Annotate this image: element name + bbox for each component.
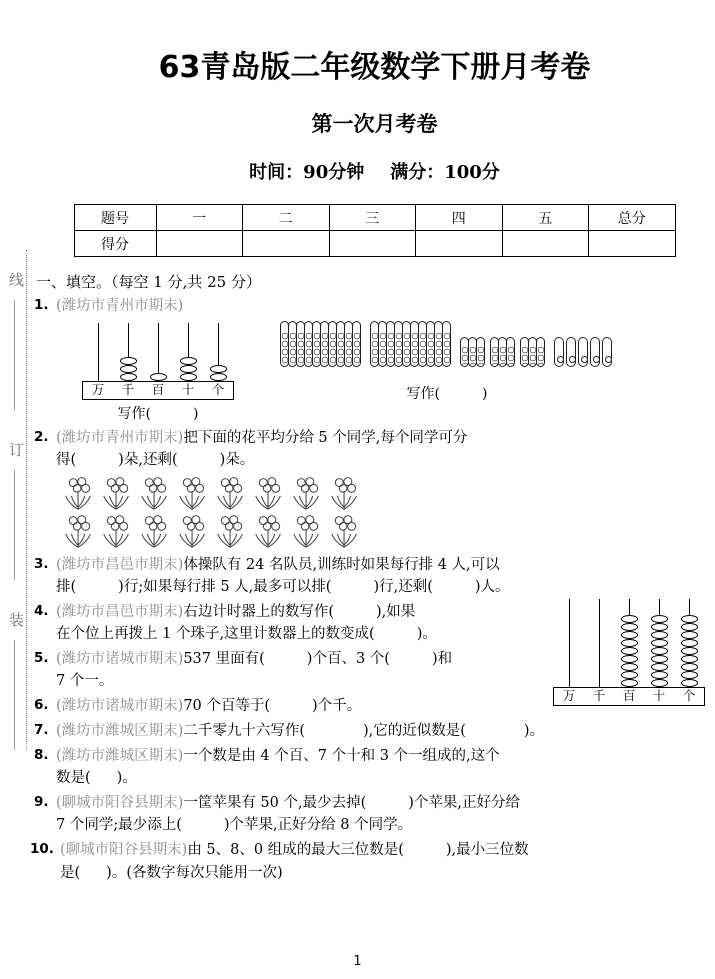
score-input-cell[interactable] [502, 231, 589, 257]
abacus-bead [681, 623, 698, 631]
question-3-number: 3. [34, 556, 49, 573]
score-cell: 一 [156, 205, 243, 231]
abacus-bead [681, 679, 698, 687]
question-7-text: 二千零九十六写作( [183, 723, 305, 740]
question-9-source: (聊城市阳谷县期末) [56, 795, 184, 812]
flower-icon [136, 475, 174, 513]
flower-row [60, 475, 715, 513]
abacus-bead [180, 373, 197, 381]
question-1-number: 1. [34, 297, 49, 313]
abacus-bead [210, 365, 227, 373]
question-9-text-d: )个苹果,正好分给 8 个同学。 [223, 817, 413, 834]
question-3-text-e: )人。 [474, 579, 510, 596]
abacus-bead [651, 615, 668, 623]
binding-char-xian: 线 [7, 272, 25, 288]
abacus-bead [120, 365, 137, 373]
binding-solid-line-3 [14, 640, 15, 750]
row-header-question-no: 题号 [74, 205, 156, 231]
abacus-bead [681, 647, 698, 655]
page-title: 63青岛版二年级数学下册月考卷 [158, 50, 591, 85]
question-6-source: (潍坊市诸城市期末) [56, 698, 184, 715]
sticks-row [280, 321, 614, 367]
abacus-bead [621, 639, 638, 647]
ten-bundle [520, 337, 544, 367]
question-10-text-c: 是( [60, 864, 81, 881]
abacus-rod-wan [98, 323, 99, 381]
question-8-text-c: )。 [116, 770, 137, 787]
abacus-bead [621, 623, 638, 631]
exam-meta [34, 158, 715, 184]
exam-sheet [30, 0, 715, 979]
abacus-rod-qian [599, 599, 600, 687]
binding-dotted-line [26, 250, 27, 750]
question-4-text: 右边计时器上的数写作( [183, 604, 334, 621]
score-input-cell[interactable] [156, 231, 243, 257]
row-header-score: 得分 [74, 231, 156, 257]
abacus-label-bai: 百 [622, 688, 636, 704]
question-2-number: 2. [34, 429, 49, 446]
question-10-number: 10. [30, 841, 54, 858]
abacus-label-qian: 千 [121, 382, 135, 398]
abacus-rods [553, 595, 705, 687]
total-score-label: 满分：100分 [390, 162, 500, 183]
question-6-text-b: )个千。 [312, 698, 362, 715]
binding-solid-line-2 [14, 470, 15, 580]
question-2-text-c: )朵,还剩( [118, 452, 178, 469]
hundred-bundle [280, 321, 360, 367]
binding-char-zhuang: 装 [7, 612, 25, 628]
abacus-bead [681, 655, 698, 663]
question-9 [34, 792, 715, 836]
question-8-text-b: 数是( [56, 770, 91, 787]
flower-icon [212, 513, 250, 551]
time-label: 时间：90分钟 [249, 162, 365, 183]
question-10-source: (聊城市阳谷县期末) [60, 842, 188, 859]
flower-icon [174, 513, 212, 551]
abacus-bead [651, 663, 668, 671]
abacus-bead [180, 357, 197, 365]
score-input-cell[interactable] [329, 231, 416, 257]
question-4 [34, 601, 514, 645]
question-2 [34, 427, 715, 471]
abacus-bead [621, 647, 638, 655]
question-5-text: 537 里面有( [183, 651, 265, 668]
ten-bundle [460, 337, 484, 367]
abacus-counter-q1 [82, 319, 234, 423]
flower-icon [250, 475, 288, 513]
score-cell: 五 [502, 205, 589, 231]
abacus-label-qian: 千 [592, 688, 606, 704]
score-input-cell[interactable] [589, 231, 676, 257]
question-5-text-d: 7 个一。 [56, 673, 114, 690]
question-9-number: 9. [34, 794, 49, 811]
abacus-bead [651, 655, 668, 663]
flower-icon [136, 513, 174, 551]
score-cell: 三 [329, 205, 416, 231]
question-7-text-b: ),它的近似数是( [362, 723, 466, 740]
flower-row [60, 513, 715, 551]
abacus-bead [150, 373, 167, 381]
abacus-bead [621, 679, 638, 687]
single-sticks [554, 337, 614, 367]
question-3 [34, 554, 715, 598]
question-9-text: 一筐苹果有 50 个,最少去掉( [183, 795, 367, 812]
abacus-rod-wan [569, 599, 570, 687]
abacus-label-wan: 万 [562, 688, 576, 704]
question-4-source: (潍坊市昌邑市期末) [56, 604, 184, 621]
hundred-bundle [370, 321, 450, 367]
question-3-text-b: 排( [56, 579, 77, 596]
question-3-text: 体操队有 24 名队员,训练时如果每行排 4 人,可以 [183, 557, 500, 574]
question-1 [34, 295, 715, 317]
question-6-number: 6. [34, 697, 49, 714]
abacus-label-bai: 百 [151, 382, 165, 398]
question-10-text: 由 5、8、0 组成的最大三位数是( [187, 842, 404, 859]
flower-icon [174, 475, 212, 513]
write-as-suffix: ) [193, 406, 199, 423]
abacus-bead [621, 671, 638, 679]
abacus-base-labels [82, 381, 234, 400]
write-as-label-left [82, 403, 234, 423]
question-2-text-d: )朵。 [219, 452, 255, 469]
flower-icon [60, 475, 98, 513]
question-5-text-b: )个百、3 个( [306, 651, 390, 668]
abacus-bead [120, 357, 137, 365]
question-2-text-b: 得( [56, 452, 77, 469]
abacus-rods [82, 319, 234, 381]
question-7-source: (潍坊市潍城区期末) [56, 723, 184, 740]
question-8-text: 一个数是由 4 个百、7 个十和 3 个一组成的,这个 [183, 748, 500, 765]
abacus-bead [651, 623, 668, 631]
question-2-text: 把下面的花平均分给 5 个同学,每个同学可分 [183, 430, 468, 447]
abacus-label-wan: 万 [91, 382, 105, 398]
question-5 [34, 648, 514, 692]
abacus-label-shi: 十 [652, 688, 666, 704]
flower-icon [250, 513, 288, 551]
question-6-text: 70 个百等于( [183, 698, 271, 715]
question-7-number: 7. [34, 722, 49, 739]
score-table [74, 204, 676, 257]
flower-icon [326, 475, 364, 513]
question-4-text-b: ),如果 [375, 604, 416, 621]
flower-icon [60, 513, 98, 551]
write-as-prefix: 写作( [117, 406, 151, 423]
abacus-label-shi: 十 [181, 382, 195, 398]
page-number: 1 [353, 954, 362, 969]
abacus-bead [120, 373, 137, 381]
abacus-bead [681, 663, 698, 671]
abacus-counter-q4 [553, 595, 705, 706]
question-10-text-b: ),最小三位数 [445, 842, 529, 859]
binding-solid-line-1 [14, 300, 15, 410]
abacus-bead [621, 663, 638, 671]
question-3-text-c: )行;如果每行排 5 人,最多可以排( [118, 579, 332, 596]
score-input-cell[interactable] [243, 231, 330, 257]
flower-icon [98, 513, 136, 551]
question-9-text-b: )个苹果,正好分给 [408, 795, 521, 812]
abacus-bead [651, 647, 668, 655]
question-6 [34, 695, 715, 717]
question-3-text-d: )行,还剩( [373, 579, 433, 596]
question-8-number: 8. [34, 747, 49, 764]
write-as-prefix: 写作( [406, 386, 440, 403]
flower-icon [326, 513, 364, 551]
question-4-text-d: )。 [416, 626, 437, 643]
question-1-figures [34, 319, 715, 424]
flower-icon [212, 475, 250, 513]
question-4-number: 4. [34, 603, 49, 620]
score-cell: 二 [243, 205, 330, 231]
question-10-text-d: )。(各数字每次只能用一次) [106, 864, 283, 881]
question-4-text-c: 在个位上再拨上 1 个珠子,这里计数器上的数变成( [56, 626, 375, 643]
abacus-label-ge: 个 [682, 688, 696, 704]
question-10 [30, 839, 715, 883]
flower-icon [288, 513, 326, 551]
abacus-bead [651, 679, 668, 687]
question-8 [34, 745, 715, 789]
sticks-figure-q1 [280, 321, 614, 403]
score-cell: 总分 [589, 205, 676, 231]
score-input-cell[interactable] [416, 231, 503, 257]
abacus-bead [681, 615, 698, 623]
question-5-number: 5. [34, 650, 49, 667]
abacus-bead [651, 631, 668, 639]
abacus-label-ge: 个 [211, 382, 225, 398]
section-heading-fill-in-blanks: 一、填空。（每空 1 分,共 25 分） [36, 273, 261, 291]
binding-char-ding: 订 [7, 442, 25, 458]
question-7-text-c: )。 [523, 723, 545, 740]
abacus-bead [651, 639, 668, 647]
abacus-bead [621, 615, 638, 623]
question-1-source: (潍坊市青州市期末) [56, 298, 184, 314]
flower-icon [98, 475, 136, 513]
question-2-source: (潍坊市青州市期末) [56, 430, 184, 447]
binding-margin [0, 0, 34, 979]
table-row [74, 231, 675, 257]
abacus-bead [621, 655, 638, 663]
abacus-bead [681, 671, 698, 679]
abacus-bead [681, 631, 698, 639]
abacus-bead [681, 639, 698, 647]
table-row [74, 205, 675, 231]
page-subtitle: 第一次月考卷 [311, 111, 438, 136]
abacus-bead [180, 365, 197, 373]
flower-icon [288, 475, 326, 513]
question-5-source: (潍坊市诸城市期末) [56, 651, 184, 668]
write-as-label-right [280, 383, 614, 403]
abacus-bead [210, 373, 227, 381]
abacus-bead [621, 631, 638, 639]
write-as-suffix: ) [482, 386, 488, 403]
question-3-source: (潍坊市昌邑市期末) [56, 557, 184, 574]
abacus-bead [651, 671, 668, 679]
question-9-text-c: 7 个同学;最少添上( [56, 817, 182, 834]
score-cell: 四 [416, 205, 503, 231]
score-table-wrapper [74, 204, 676, 257]
ten-bundle [490, 337, 514, 367]
question-7 [34, 720, 715, 742]
flowers-figure-q2 [60, 475, 715, 551]
question-5-text-c: )和 [431, 651, 453, 668]
question-8-source: (潍坊市潍城区期末) [56, 748, 184, 765]
